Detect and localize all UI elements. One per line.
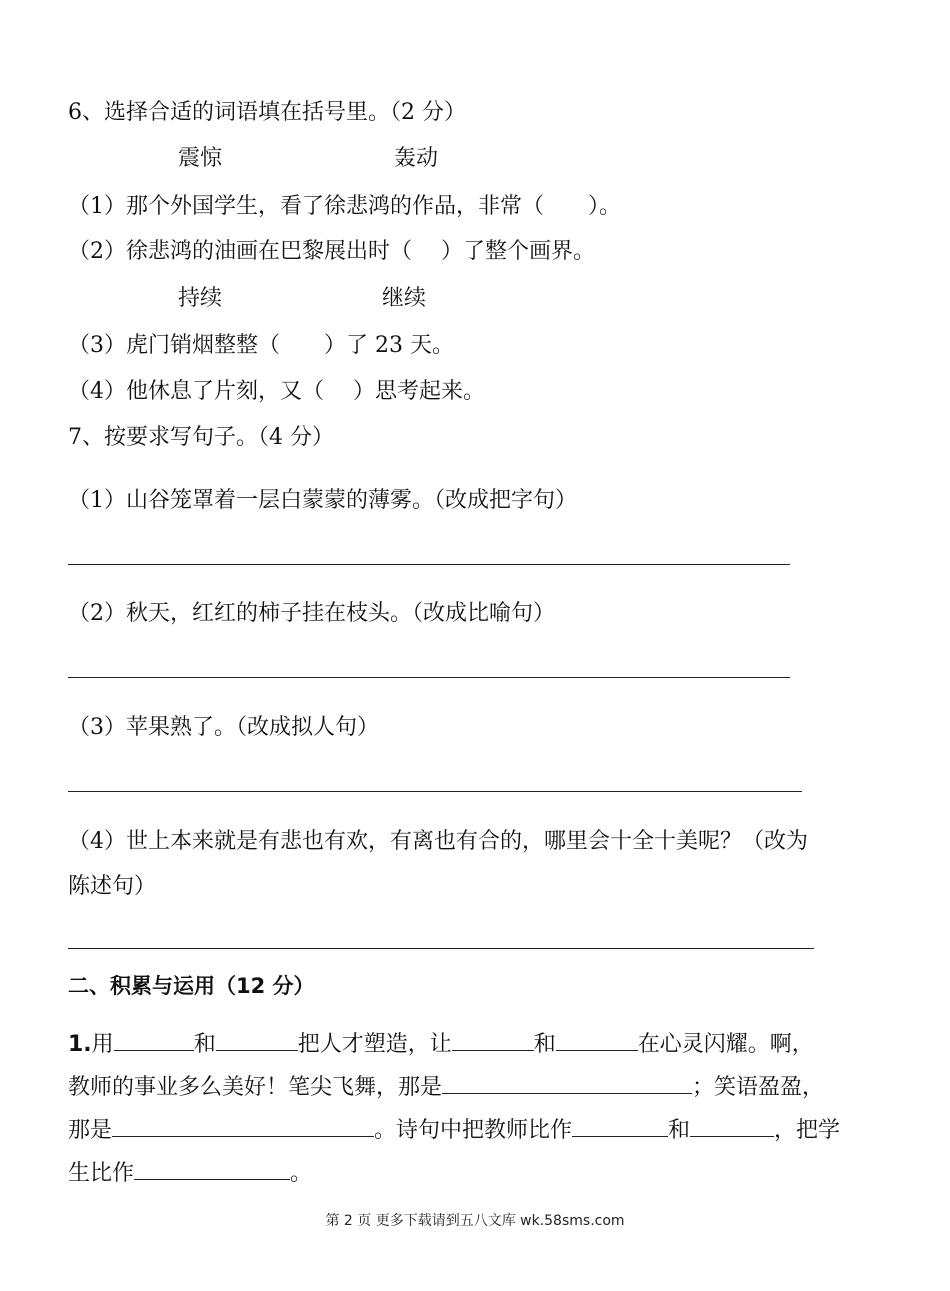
word-option-4: 继续 bbox=[382, 286, 427, 311]
answer-line-2[interactable] bbox=[68, 677, 790, 678]
fill-line-4 bbox=[68, 1152, 888, 1195]
section-2-question-1 bbox=[68, 1023, 888, 1195]
text-part: 。 bbox=[290, 1161, 313, 1186]
text-part: 那是 bbox=[68, 1118, 113, 1143]
question-7-item-1: （1）山谷笼罩着一层白蒙蒙的薄雾。（改成把字句） bbox=[68, 488, 577, 513]
blank-8[interactable] bbox=[690, 1114, 774, 1137]
text-part: 和 bbox=[193, 1032, 216, 1057]
question-7-item-4-line-2: 陈述句） bbox=[68, 874, 157, 899]
question-7-item-2: （2）秋天，红红的柿子挂在枝头。（改成比喻句） bbox=[68, 601, 555, 626]
page-footer: 第 2 页 更多下载请到五八文库 wk.58sms.com bbox=[325, 1213, 625, 1229]
answer-line-1[interactable] bbox=[68, 564, 790, 565]
text-part: 和 bbox=[668, 1118, 691, 1143]
question-7-item-3: （3）苹果熟了。（改成拟人句） bbox=[68, 715, 379, 740]
text-part: 和 bbox=[533, 1032, 556, 1057]
question-6-item-2: （2）徐悲鸿的油画在巴黎展出时（ ）了整个画界。 bbox=[68, 239, 595, 264]
word-option-2: 轰动 bbox=[394, 146, 439, 171]
blank-5[interactable] bbox=[442, 1071, 692, 1094]
text-part: 。诗句中把教师比作 bbox=[374, 1118, 573, 1143]
question-7-item-4-line-1: （4）世上本来就是有悲也有欢，有离也有合的，哪里会十全十美呢？（改为 bbox=[68, 829, 808, 854]
question-6-item-4: （4）他休息了片刻，又（ ）思考起来。 bbox=[68, 379, 485, 404]
text-part: 生比作 bbox=[68, 1161, 135, 1186]
fill-line-2 bbox=[68, 1066, 888, 1109]
blank-6[interactable] bbox=[112, 1114, 374, 1137]
question-6-item-1: （1）那个外国学生，看了徐悲鸿的作品，非常（ ）。 bbox=[68, 194, 621, 219]
question-6-title: 6、选择合适的词语填在括号里。（2 分） bbox=[68, 100, 466, 125]
word-option-1: 震惊 bbox=[178, 146, 223, 171]
text-part: ；笑语盈盈， bbox=[692, 1075, 825, 1100]
blank-7[interactable] bbox=[572, 1114, 668, 1137]
text-part: 把人才塑造，让 bbox=[297, 1032, 452, 1057]
word-option-3: 持续 bbox=[178, 286, 223, 311]
question-6-item-3: （3）虎门销烟整整（ ）了 23 天。 bbox=[68, 333, 454, 358]
text-part: 教师的事业多么美好！笔尖飞舞，那是 bbox=[68, 1075, 443, 1100]
text-part: ，把学 bbox=[774, 1118, 841, 1143]
blank-9[interactable] bbox=[134, 1157, 290, 1180]
blank-1[interactable] bbox=[114, 1028, 194, 1051]
answer-line-4[interactable] bbox=[68, 948, 814, 949]
question-7-title: 7、按要求写句子。（4 分） bbox=[68, 425, 334, 450]
blank-3[interactable] bbox=[452, 1028, 534, 1051]
blank-4[interactable] bbox=[556, 1028, 638, 1051]
fill-line-3 bbox=[68, 1109, 888, 1152]
fill-line-1 bbox=[68, 1023, 888, 1066]
text-part: 用 bbox=[91, 1032, 114, 1057]
section-2-title: 二、积累与运用（12 分） bbox=[68, 974, 315, 998]
answer-line-3[interactable] bbox=[68, 791, 802, 792]
question-number: 1. bbox=[68, 1032, 92, 1057]
blank-2[interactable] bbox=[216, 1028, 298, 1051]
text-part: 在心灵闪耀。啊， bbox=[637, 1032, 814, 1057]
